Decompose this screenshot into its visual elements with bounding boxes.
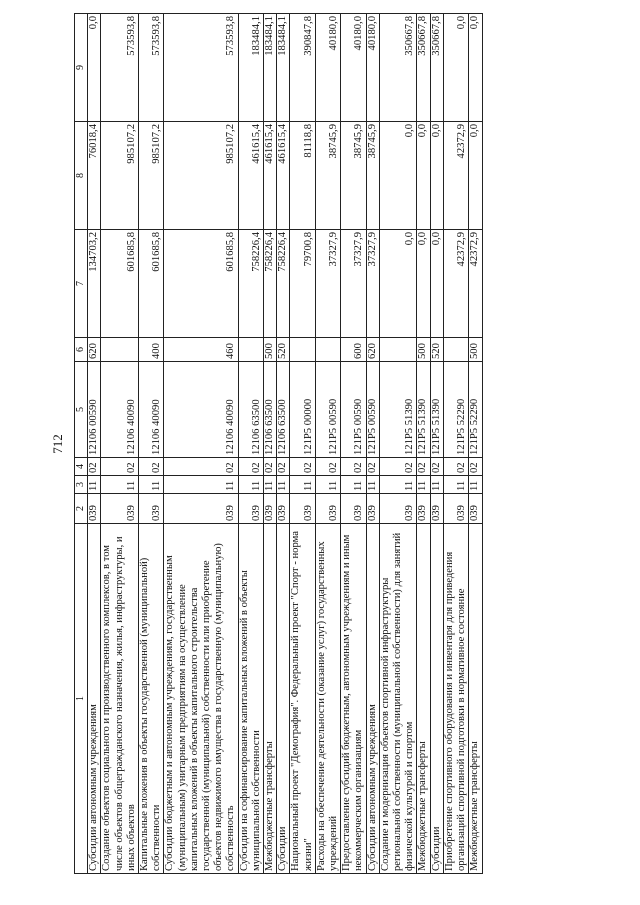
- value-2021: 183484,1: [264, 14, 277, 122]
- ministry-code: 039: [417, 494, 430, 524]
- table-row: [443, 14, 468, 874]
- value-2020: 0,0: [417, 122, 430, 230]
- subsection-code: 02: [164, 458, 238, 476]
- value-2019: 42372,9: [443, 230, 468, 338]
- target-article-code: 12106 63500: [264, 362, 277, 458]
- ministry-code: 039: [469, 494, 482, 524]
- row-name: Межбюджетные трансферты: [417, 524, 430, 874]
- row-name: Национальный проект "Демография". Федеральный проект "Спорт - норма жизни": [290, 524, 315, 874]
- section-code: 11: [443, 476, 468, 494]
- subsection-code: 02: [88, 458, 101, 476]
- value-2021: 390847,8: [290, 14, 315, 122]
- expense-type-code: [101, 338, 139, 362]
- expense-type-code: 620: [366, 338, 379, 362]
- row-name: Расходы на обеспечение деятельности (оказание услуг) государственных учреждений: [315, 524, 340, 874]
- row-name: Предоставление субсидий бюджетным, автономным учреждениям и иным некоммерческим организациям: [341, 524, 366, 874]
- row-name: Субсидии автономным учреждениям: [88, 524, 101, 874]
- row-name: Капитальные вложения в объекты государственной (муниципальной) собственности: [139, 524, 164, 874]
- table-row: [101, 14, 139, 874]
- subsection-code: 02: [366, 458, 379, 476]
- section-code: 11: [264, 476, 277, 494]
- row-name: Субсидии на софинансирование капитальных вложений в объекты муниципальной собственности: [238, 524, 263, 874]
- value-2019: 0,0: [379, 230, 417, 338]
- column-header: 8: [75, 122, 88, 230]
- subsection-code: 02: [315, 458, 340, 476]
- column-header: 4: [75, 458, 88, 476]
- row-name: Межбюджетные трансферты: [264, 524, 277, 874]
- expense-type-code: [290, 338, 315, 362]
- row-name: Межбюджетные трансферты: [469, 524, 482, 874]
- section-code: 11: [469, 476, 482, 494]
- value-2021: 350667,8: [417, 14, 430, 122]
- ministry-code: 039: [88, 494, 101, 524]
- ministry-code: 039: [366, 494, 379, 524]
- value-2020: 985107,2: [101, 122, 139, 230]
- section-code: 11: [238, 476, 263, 494]
- subsection-code: 02: [290, 458, 315, 476]
- value-2019: 0,0: [417, 230, 430, 338]
- table-row: [139, 14, 164, 874]
- ministry-code: 039: [315, 494, 340, 524]
- value-2019: 37327,9: [366, 230, 379, 338]
- target-article-code: 12106 00590: [88, 362, 101, 458]
- value-2019: 42372,9: [469, 230, 482, 338]
- table-row: [164, 14, 238, 874]
- value-2019: 0,0: [430, 230, 443, 338]
- target-article-code: 121P5 00590: [341, 362, 366, 458]
- value-2021: 183484,1: [277, 14, 290, 122]
- table-row: [264, 14, 277, 874]
- subsection-code: 02: [379, 458, 417, 476]
- target-article-code: 121P5 51390: [417, 362, 430, 458]
- expense-type-code: 460: [164, 338, 238, 362]
- subsection-code: 02: [469, 458, 482, 476]
- value-2021: 0,0: [88, 14, 101, 122]
- row-name: Приобретение спортивного оборудования и инвентаря для приведения организаций спортивной подготовки в нормативное состояние: [443, 524, 468, 874]
- subsection-code: 02: [417, 458, 430, 476]
- value-2020: 38745,9: [341, 122, 366, 230]
- value-2020: 38745,9: [315, 122, 340, 230]
- ministry-code: 039: [443, 494, 468, 524]
- target-article-code: 121P5 51390: [379, 362, 417, 458]
- ministry-code: 039: [238, 494, 263, 524]
- table-row: [238, 14, 263, 874]
- expense-type-code: 520: [277, 338, 290, 362]
- value-2019: 758226,4: [238, 230, 263, 338]
- section-code: 11: [366, 476, 379, 494]
- value-2020: 985107,2: [139, 122, 164, 230]
- subsection-code: 02: [277, 458, 290, 476]
- target-article-code: 121P5 52290: [443, 362, 468, 458]
- value-2019: 37327,9: [341, 230, 366, 338]
- value-2021: 350667,8: [430, 14, 443, 122]
- target-article-code: 121P5 00000: [290, 362, 315, 458]
- value-2021: 573593,8: [164, 14, 238, 122]
- row-name: Создание объектов социального и производственного комплексов, в том числе объектов общегражданского назначения, жилья, инфраструктуры, и иных объектов: [101, 524, 139, 874]
- section-code: 11: [341, 476, 366, 494]
- section-code: 11: [88, 476, 101, 494]
- expense-type-code: 500: [264, 338, 277, 362]
- subsection-code: 02: [430, 458, 443, 476]
- subsection-code: 02: [101, 458, 139, 476]
- expense-type-code: 520: [430, 338, 443, 362]
- subsection-code: 02: [443, 458, 468, 476]
- ministry-code: 039: [264, 494, 277, 524]
- expense-type-code: [238, 338, 263, 362]
- table-row: [341, 14, 366, 874]
- target-article-code: 12106 63500: [238, 362, 263, 458]
- ministry-code: 039: [277, 494, 290, 524]
- subsection-code: 02: [341, 458, 366, 476]
- target-article-code: 121P5 51390: [430, 362, 443, 458]
- budget-table: [74, 13, 483, 874]
- value-2020: 0,0: [379, 122, 417, 230]
- target-article-code: 12106 40090: [101, 362, 139, 458]
- value-2021: 0,0: [469, 14, 482, 122]
- ministry-code: 039: [290, 494, 315, 524]
- budget-page: [50, 14, 600, 874]
- table-row: [430, 14, 443, 874]
- ministry-code: 039: [139, 494, 164, 524]
- row-name: Субсидии автономным учреждениям: [366, 524, 379, 874]
- value-2019: 79700,8: [290, 230, 315, 338]
- value-2020: 42372,9: [443, 122, 468, 230]
- section-code: 11: [430, 476, 443, 494]
- value-2020: 461615,4: [277, 122, 290, 230]
- value-2020: 985107,2: [164, 122, 238, 230]
- section-code: 11: [290, 476, 315, 494]
- value-2020: 81118,8: [290, 122, 315, 230]
- column-header-row: [75, 14, 88, 874]
- row-name: Создание и модернизация объектов спортивной инфраструктуры региональной собственности (муниципальной собственности) для занятий физической культурой и спортом: [379, 524, 417, 874]
- row-name: Субсидии: [277, 524, 290, 874]
- value-2021: 350667,8: [379, 14, 417, 122]
- table-row: [290, 14, 315, 874]
- ministry-code: 039: [164, 494, 238, 524]
- value-2019: 758226,4: [277, 230, 290, 338]
- table-row: [277, 14, 290, 874]
- value-2021: 40180,0: [315, 14, 340, 122]
- value-2021: 40180,0: [341, 14, 366, 122]
- ministry-code: 039: [101, 494, 139, 524]
- value-2019: 758226,4: [264, 230, 277, 338]
- page-number: 712: [50, 434, 65, 454]
- column-header: 5: [75, 362, 88, 458]
- value-2019: 601685,8: [101, 230, 139, 338]
- table-row: [469, 14, 482, 874]
- row-name: Субсидии бюджетным и автономным учреждениям, государственным (муниципальным) унитарным предприятиям на осуществление капитальных вложений в объекты капитального строительства государственной (муниципальной) собственности или приобретение объектов недвижимого имущества в государственную (муниципальную) собственность: [164, 524, 238, 874]
- value-2019: 601685,8: [139, 230, 164, 338]
- value-2021: 0,0: [443, 14, 468, 122]
- expense-type-code: 620: [88, 338, 101, 362]
- subsection-code: 02: [264, 458, 277, 476]
- value-2020: 461615,4: [264, 122, 277, 230]
- section-code: 11: [379, 476, 417, 494]
- column-header: 2: [75, 494, 88, 524]
- subsection-code: 02: [139, 458, 164, 476]
- expense-type-code: [379, 338, 417, 362]
- value-2020: 461615,4: [238, 122, 263, 230]
- target-article-code: 12106 63500: [277, 362, 290, 458]
- column-header: 9: [75, 14, 88, 122]
- value-2019: 601685,8: [164, 230, 238, 338]
- section-code: 11: [139, 476, 164, 494]
- table-row: [315, 14, 340, 874]
- section-code: 11: [277, 476, 290, 494]
- ministry-code: 039: [379, 494, 417, 524]
- table-row: [379, 14, 417, 874]
- target-article-code: 12106 40090: [164, 362, 238, 458]
- section-code: 11: [315, 476, 340, 494]
- column-header: 6: [75, 338, 88, 362]
- value-2020: 0,0: [430, 122, 443, 230]
- value-2019: 37327,9: [315, 230, 340, 338]
- value-2020: 0,0: [469, 122, 482, 230]
- table-row: [366, 14, 379, 874]
- section-code: 11: [101, 476, 139, 494]
- section-code: 11: [417, 476, 430, 494]
- value-2021: 573593,8: [139, 14, 164, 122]
- target-article-code: 12106 40090: [139, 362, 164, 458]
- section-code: 11: [164, 476, 238, 494]
- value-2019: 134703,2: [88, 230, 101, 338]
- table-body: [88, 14, 482, 874]
- ministry-code: 039: [430, 494, 443, 524]
- column-header: 3: [75, 476, 88, 494]
- value-2021: 40180,0: [366, 14, 379, 122]
- subsection-code: 02: [238, 458, 263, 476]
- expense-type-code: 400: [139, 338, 164, 362]
- value-2021: 573593,8: [101, 14, 139, 122]
- column-header: 1: [75, 524, 88, 874]
- target-article-code: 121P5 00590: [366, 362, 379, 458]
- value-2021: 183484,1: [238, 14, 263, 122]
- table-row: [88, 14, 101, 874]
- table-row: [417, 14, 430, 874]
- row-name: Субсидии: [430, 524, 443, 874]
- value-2020: 38745,9: [366, 122, 379, 230]
- expense-type-code: [443, 338, 468, 362]
- target-article-code: 121P5 52290: [469, 362, 482, 458]
- expense-type-code: 600: [341, 338, 366, 362]
- target-article-code: 121P5 00590: [315, 362, 340, 458]
- value-2020: 76018,4: [88, 122, 101, 230]
- expense-type-code: 500: [469, 338, 482, 362]
- expense-type-code: [315, 338, 340, 362]
- column-header: 7: [75, 230, 88, 338]
- expense-type-code: 500: [417, 338, 430, 362]
- ministry-code: 039: [341, 494, 366, 524]
